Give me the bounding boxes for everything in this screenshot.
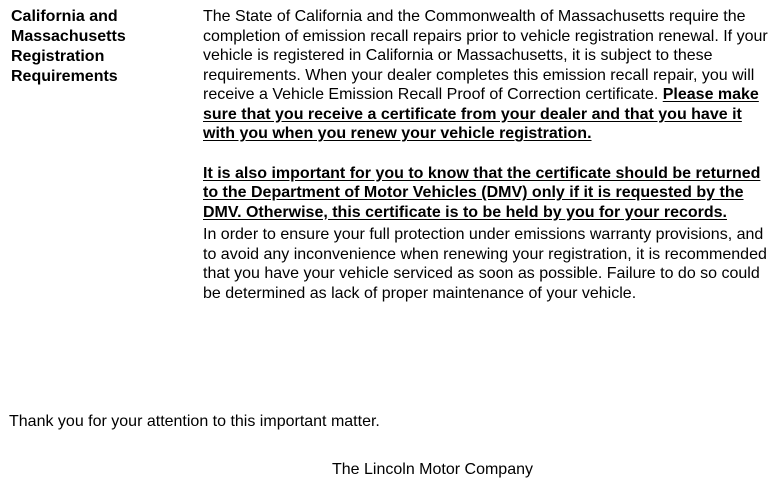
thank-you-text: Thank you for your attention to this important matter.	[9, 413, 380, 430]
heading-line: California and	[11, 8, 118, 25]
company-signature: The Lincoln Motor Company	[332, 461, 533, 478]
registration-paragraph	[203, 7, 769, 144]
heading-line: Registration	[11, 48, 105, 65]
registration-text: The State of California and the Commonwealth of Massachusetts require the completion of emission recall repairs prior to vehicle registration renewal. If your vehicle is registered in California or Massachusetts, it is subject to these requirements. When your dealer completes this emission recall repair, you will receive a Vehicle Emission Recall Proof of Correction certificate.	[203, 8, 768, 103]
section-heading	[11, 7, 191, 87]
heading-line: Requirements	[11, 68, 118, 85]
warranty-paragraph: In order to ensure your full protection under emissions warranty provisions, and to avoid any inconvenience when renewing your registration, it is recommended that you have your vehicle serviced as soon as possible. Failure to do so could be determined as lack of proper maintenance of your vehicle.	[203, 226, 767, 302]
dmv-notice: It is also important for you to know that the certificate should be returned to the Department of Motor Vehicles (DMV) only if it is requested by the DMV. Otherwise, this certificate is to be held by you for your records.	[203, 164, 761, 221]
section-body	[203, 7, 769, 303]
heading-line: Massachusetts	[11, 28, 126, 45]
dmv-paragraph	[203, 164, 769, 223]
certificate-notice: Please make sure that you receive a certificate from your dealer and that you have it with you when you renew your vehicle registration.	[203, 86, 759, 142]
